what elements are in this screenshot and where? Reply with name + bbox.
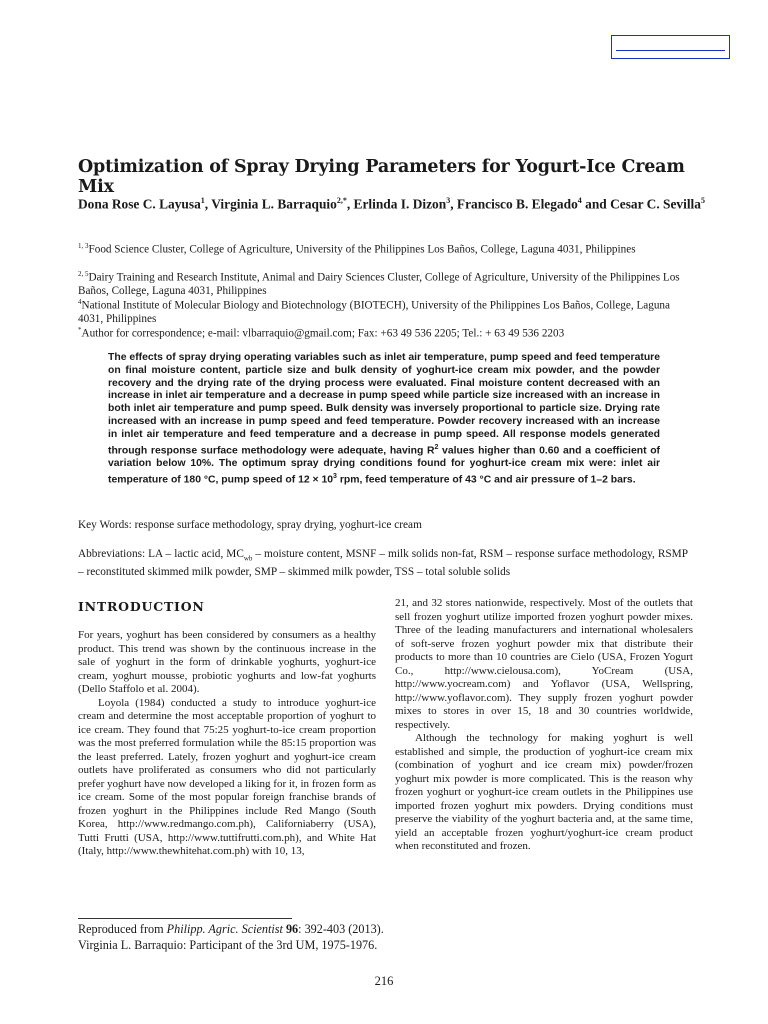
footnote-participant: Virginia L. Barraquio: Participant of the 3rd UM, 1975-1976. — [78, 938, 378, 952]
author-separator: , — [346, 196, 354, 212]
affiliation-2-mark: 2, 5 — [78, 270, 89, 278]
header-box — [611, 35, 730, 59]
author-affiliation-mark: 5 — [700, 196, 705, 205]
intro-paragraph-1: For years, yoghurt has been considered by consumers as a healthy product. This trend was shown by the continuous increase in the sale of yoghurt in the form of drinkable yoghurts, yoghurt-ice cream, yoghurt mousse, probiotic yoghurts and low-fat yoghurts (Dello Staffolo et al. 2004). — [78, 629, 376, 695]
abstract-sup-1: 2 — [434, 443, 439, 451]
author-affiliation-mark: 4 — [577, 196, 582, 205]
author-name: Virginia L. Barraquio — [211, 196, 337, 212]
affiliation-1-text: Food Science Cluster, College of Agriculture, University of the Philippines Los Baños, College, Laguna 4031, Philippines — [88, 243, 636, 256]
affiliation-1-mark: 1, 3 — [78, 242, 89, 250]
author-affiliation-mark: 1 — [200, 196, 205, 205]
affiliation-3-text: National Institute of Molecular Biology and Biotechnology (BIOTECH), University of the Philippines Los Baños, College, Laguna 4031, Philippines — [78, 299, 670, 325]
author-name: Francisco B. Elegado — [456, 196, 578, 212]
intro-paragraph-4: Although the technology for making yoghurt is well established and simple, the production of yoghurt-ice cream mix (combination of yoghurt and ice cream mix) powder/frozen yoghurt mix powder is more complicated. This is the reason why frozen yoghurt or yoghurt-ice cream outlets in the Philippines use imported frozen yoghurt mix powders. Drying conditions must preserve the viability of the yoghurt bacteria and, at the same time, yield an acceptable frozen yoghurt/yoghurt-ice cream product when reconstituted and frozen. — [395, 732, 693, 852]
footnote-reproduced — [78, 922, 384, 937]
intro-paragraph-3: 21, and 32 stores nationwide, respectively. Most of the outlets that sell frozen yoghurt utilize imported frozen yoghurt powder mixes. Three of the leading manufacturers and international wholesalers of soft-serve frozen yoghurt powder mix that distribute their products to more than 10 countries are Cielo (USA, Frozen Yogurt Co., http://www.cielousa.com), YoCream (USA, http://www.yocream.com) and Yoflavor (USA, Wellspring, http://www.yoflavor.com). They supply frozen yoghurt powder mixes to stores in over 15, 18 and 30 countries worldwide, respectively. — [395, 597, 693, 731]
correspondence-mark: * — [78, 326, 82, 334]
footnote-divider — [78, 918, 292, 919]
author-separator: and — [581, 196, 611, 212]
intro-paragraph-2: Loyola (1984) conducted a study to introduce yoghurt-ice cream and determine the most acceptable proportion of yoghurt to ice cream. They found that 75:25 yoghurt-to-ice cream proportion was the most preferred formulation while the 85:15 proportion was the least preferred. Lately, frozen yoghurt and yoghurt-ice cream outlets have proliferated as consumers who did not particularly prefer yoghurt have now developed a liking for it, in frozen form as ice cream. Some of the most popular foreign franchise brands of frozen yoghurt in the Philippines include Red Mango (South Korea, http://www.redmango.com.ph), Californiaberry (USA), Tutti Frutti (USA, http://www.tuttifrutti.com.ph), and White Hat (Italy, http://www.thewhitehat.com.ph) with 10, 13, — [78, 696, 376, 857]
abstract-sup-2: 3 — [333, 472, 337, 480]
abbreviations-text-1: Abbreviations: LA – lactic acid, MC — [78, 548, 244, 560]
abbreviations-sub: wb — [243, 554, 253, 563]
left-column — [78, 629, 376, 859]
footnote-volume: 96 — [285, 922, 299, 936]
abbreviations — [78, 547, 688, 579]
author-name: Erlinda I. Dizon — [353, 196, 447, 212]
affiliation-2 — [78, 268, 693, 298]
author-list — [78, 192, 718, 213]
paper-title: Optimization of Spray Drying Parameters for Yogurt-Ice Cream Mix — [78, 157, 685, 197]
abstract-text-3: rpm, feed temperature of 43 °C and air pressure of 1–2 bars. — [336, 474, 636, 486]
affiliation-2-text: Dairy Training and Research Institute, Animal and Dairy Sciences Cluster, College of Agriculture, University of the Philippines Los Baños, College, Laguna 4031, Philippines — [78, 271, 680, 297]
author-name: Dona Rose C. Layusa — [78, 196, 201, 212]
affiliation-3-mark: 4 — [78, 298, 82, 306]
page-number: 216 — [374, 974, 394, 988]
correspondence-note — [78, 324, 693, 341]
right-column — [395, 597, 693, 854]
footnote-journal: Philipp. Agric. Scientist — [166, 922, 283, 936]
author-affiliation-mark: 3 — [446, 196, 451, 205]
footnote-pages: : 392-403 (2013). — [298, 922, 384, 936]
affiliation-1 — [78, 240, 693, 257]
correspondence-text: Author for correspondence; e-mail: vlbarraquio@gmail.com; Fax: +63 49 536 2205; Tel.: + 63 49 536 2203 — [81, 327, 565, 340]
author-name: Cesar C. Sevilla — [610, 196, 701, 212]
author-separator: , — [450, 196, 457, 212]
abstract-text-2: values higher than 0.60 and a coefficient of variation below 10%. The optimum spray drying conditions found for yoghurt-ice cream mix were: inlet air temperature of 180 °C, pump speed of 12 × 10 — [108, 445, 661, 486]
author-separator: , — [204, 196, 212, 212]
affiliation-3 — [78, 296, 693, 326]
keywords: Key Words: response surface methodology, spray drying, yoghurt-ice cream — [78, 519, 422, 531]
abbreviations-text-2: – moisture content, MSNF – milk solids non-fat, RSM – response surface methodology, RSMP – reconstituted skimmed milk powder, SMP – skimmed milk powder, TSS – total soluble solids — [78, 548, 688, 579]
author-affiliation-mark: 2,* — [336, 196, 347, 205]
header-box-line — [616, 50, 725, 51]
section-heading-introduction: INTRODUCTION — [78, 599, 205, 614]
abstract-text-1: The effects of spray drying operating variables such as inlet air temperature, pump speed and feed temperature on final moisture content, particle size and bulk density of yoghurt-ice cream mix powder, and the powder recovery and the drying rate of the drying process were evaluated. Final moisture content decreased with an increase in inlet air temperature and a decrease in pump speed while particle size increased with an increase in both inlet air temperature and pump speed. Bulk density was inversely proportional to particle size. Drying rate increased with an increase in pump speed and feed temperature. Powder recovery increased with an increase in inlet air temperature and feed temperature and a decrease in pump speed. All response models generated through response surface methodology were adequate, having R — [108, 352, 660, 457]
footnote-prefix: Reproduced from — [78, 922, 167, 936]
abstract — [108, 352, 660, 487]
